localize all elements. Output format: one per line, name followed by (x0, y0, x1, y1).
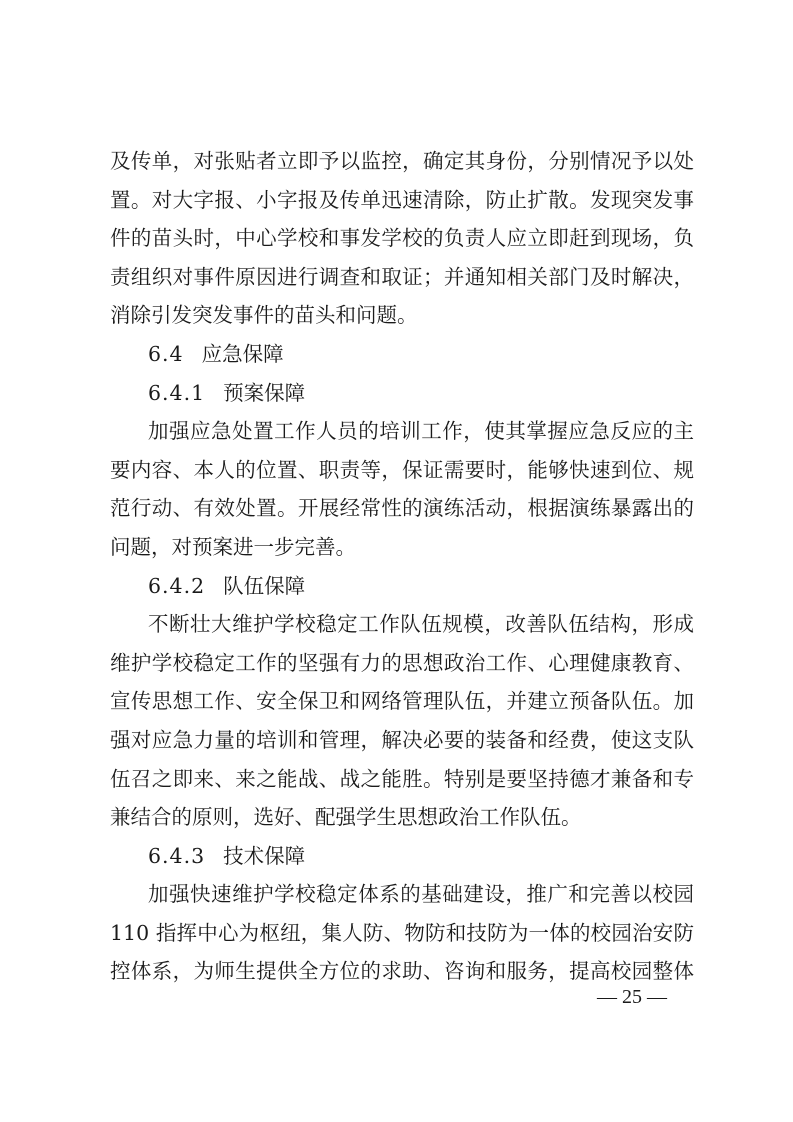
paragraph-line: 及传单，对张贴者立即予以监控，确定其身份，分别情况予以处 (110, 149, 694, 173)
page-number: — 25 — (597, 986, 667, 1008)
paragraph-line: 消除引发突发事件的苗头和问题。 (110, 303, 418, 328)
paragraph-line: 加强快速维护学校稳定体系的基础建设，推广和完善以校园 (148, 882, 694, 907)
section-heading-6-4 (110, 335, 694, 374)
paragraph-line: 不断壮大维护学校稳定工作队伍规模，改善队伍结构，形成 (148, 612, 694, 637)
paragraph-line: 置。对大字报、小字报及传单迅速清除，防止扩散。发现突发事 (110, 187, 694, 212)
paragraph-line: 加强应急处置工作人员的培训工作，使其掌握应急反应的主 (148, 419, 694, 444)
section-title: 技术保障 (223, 843, 306, 868)
paragraph-line: 责组织对事件原因进行调查和取证；并通知相关部门及时解决， (110, 264, 694, 289)
paragraph-line: 强对应急力量的培训和管理，解决必要的装备和经费，使这支队 (110, 727, 694, 752)
paragraph-line: 维护学校稳定工作的坚强有力的思想政治工作、心理健康教育、 (110, 650, 694, 675)
body-text (110, 142, 694, 991)
section-number: 6.4.3 (148, 843, 206, 868)
section-number: 6.4.1 (148, 380, 206, 405)
section-heading-6-4-3 (110, 837, 694, 876)
paragraph-line: 控体系，为师生提供全方位的求助、咨询和服务，提高校园整体 (110, 959, 694, 984)
paragraph-line: 问题，对预案进一步完善。 (110, 534, 356, 559)
section-number: 6.4.2 (148, 573, 206, 598)
paragraph-line: 兼结合的原则，选好、配强学生思想政治工作队伍。 (110, 805, 582, 830)
paragraph-line: 110 指挥中心为枢纽，集人防、物防和技防为一体的校园治安防 (110, 920, 694, 945)
paragraph-line: 伍召之即来、来之能战、战之能胜。特别是要坚持德才兼备和专 (110, 766, 694, 791)
paragraph-line: 范行动、有效处置。开展经常性的演练活动，根据演练暴露出的 (110, 496, 694, 521)
paragraph-line: 要内容、本人的位置、职责等，保证需要时，能够快速到位、规 (110, 457, 694, 482)
section-number: 6.4 (148, 341, 184, 366)
paragraph-line: 件的苗头时，中心学校和事发学校的负责人应立即赶到现场，负 (110, 226, 694, 251)
section-title: 预案保障 (223, 380, 306, 405)
section-title: 应急保障 (201, 341, 284, 366)
paragraph-line: 宣传思想工作、安全保卫和网络管理队伍，并建立预备队伍。加 (110, 689, 694, 714)
section-heading-6-4-1 (110, 374, 694, 413)
section-heading-6-4-2 (110, 567, 694, 606)
section-title: 队伍保障 (223, 573, 306, 598)
